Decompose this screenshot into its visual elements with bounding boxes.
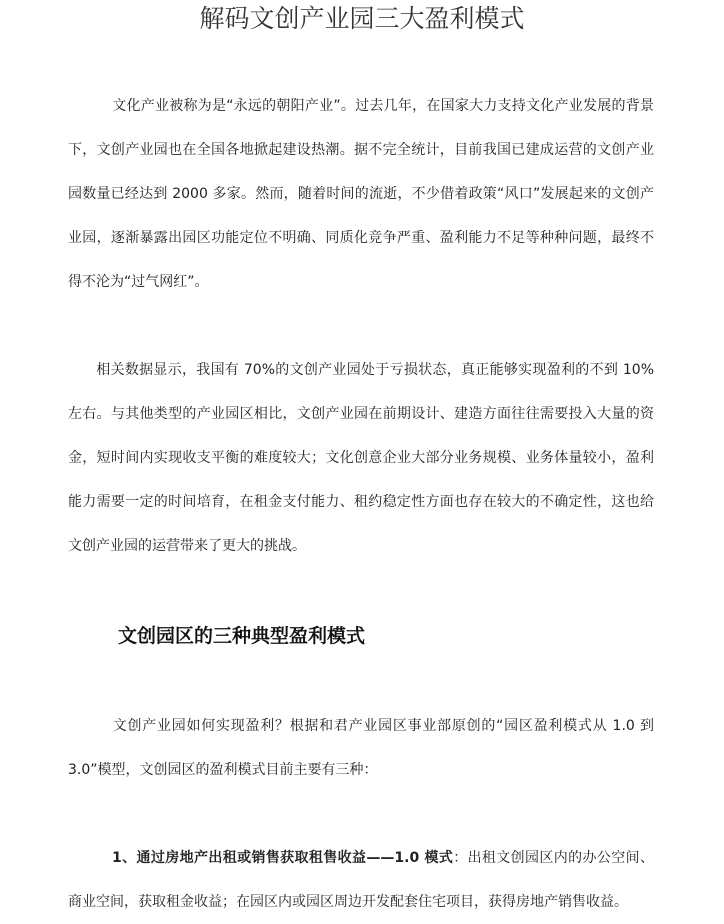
page-title: 解码文创产业园三大盈利模式 <box>199 4 525 33</box>
section-intro <box>68 704 654 792</box>
paragraph-statistics-text: 相关数据显示，我国有 70%的文创产业园处于亏损状态，真正能够实现盈利的不到 10%左右。与其他类型的产业园区相比，文创产业园在前期设计、建造方面往往需要投入大量的资金，短时间内实现收支平衡的难度较大；文化创意企业大部分业务规模、业务体量较小，盈利能力需要一定的时间培育，在租金支付能力、租约稳定性方面也存在较大的不确定性，这也给文创产业园的运营带来了更大的挑战。 <box>68 362 654 554</box>
paragraph-intro-text: 文化产业被称为是“永远的朝阳产业”。过去几年，在国家大力支持文化产业发展的背景下，文创产业园也在全国各地掀起建设热潮。据不完全统计，目前我国已建成运营的文创产业园数量已经达到 2000 多家。然而，随着时间的流逝，不少借着政策“风口”发展起来的文创产业园，逐渐暴露出园区功能定位不明确、同质化竞争严重、盈利能力不足等种种问题，最终不得不沦为“过气网红”。 <box>68 98 654 290</box>
model-1-colon: ： <box>453 850 468 866</box>
paragraph-intro <box>68 84 654 304</box>
section-intro-text: 文创产业园如何实现盈利？根据和君产业园区事业部原创的“园区盈利模式从 1.0 到 3.0”模型，文创园区的盈利模式目前主要有三种： <box>68 718 654 778</box>
model-1-paragraph <box>68 836 654 924</box>
model-1-text: 出租文创园区内的办公空间、商业空间，获取租金收益；在园区内或园区周边开发配套住宅项目，获得房地产销售收益。 <box>68 850 655 910</box>
paragraph-statistics <box>68 348 654 568</box>
section-heading: 文创园区的三种典型盈利模式 <box>118 625 366 647</box>
model-1-label: 1、通过房地产出租或销售获取租售收益——1.0 模式 <box>112 850 454 866</box>
